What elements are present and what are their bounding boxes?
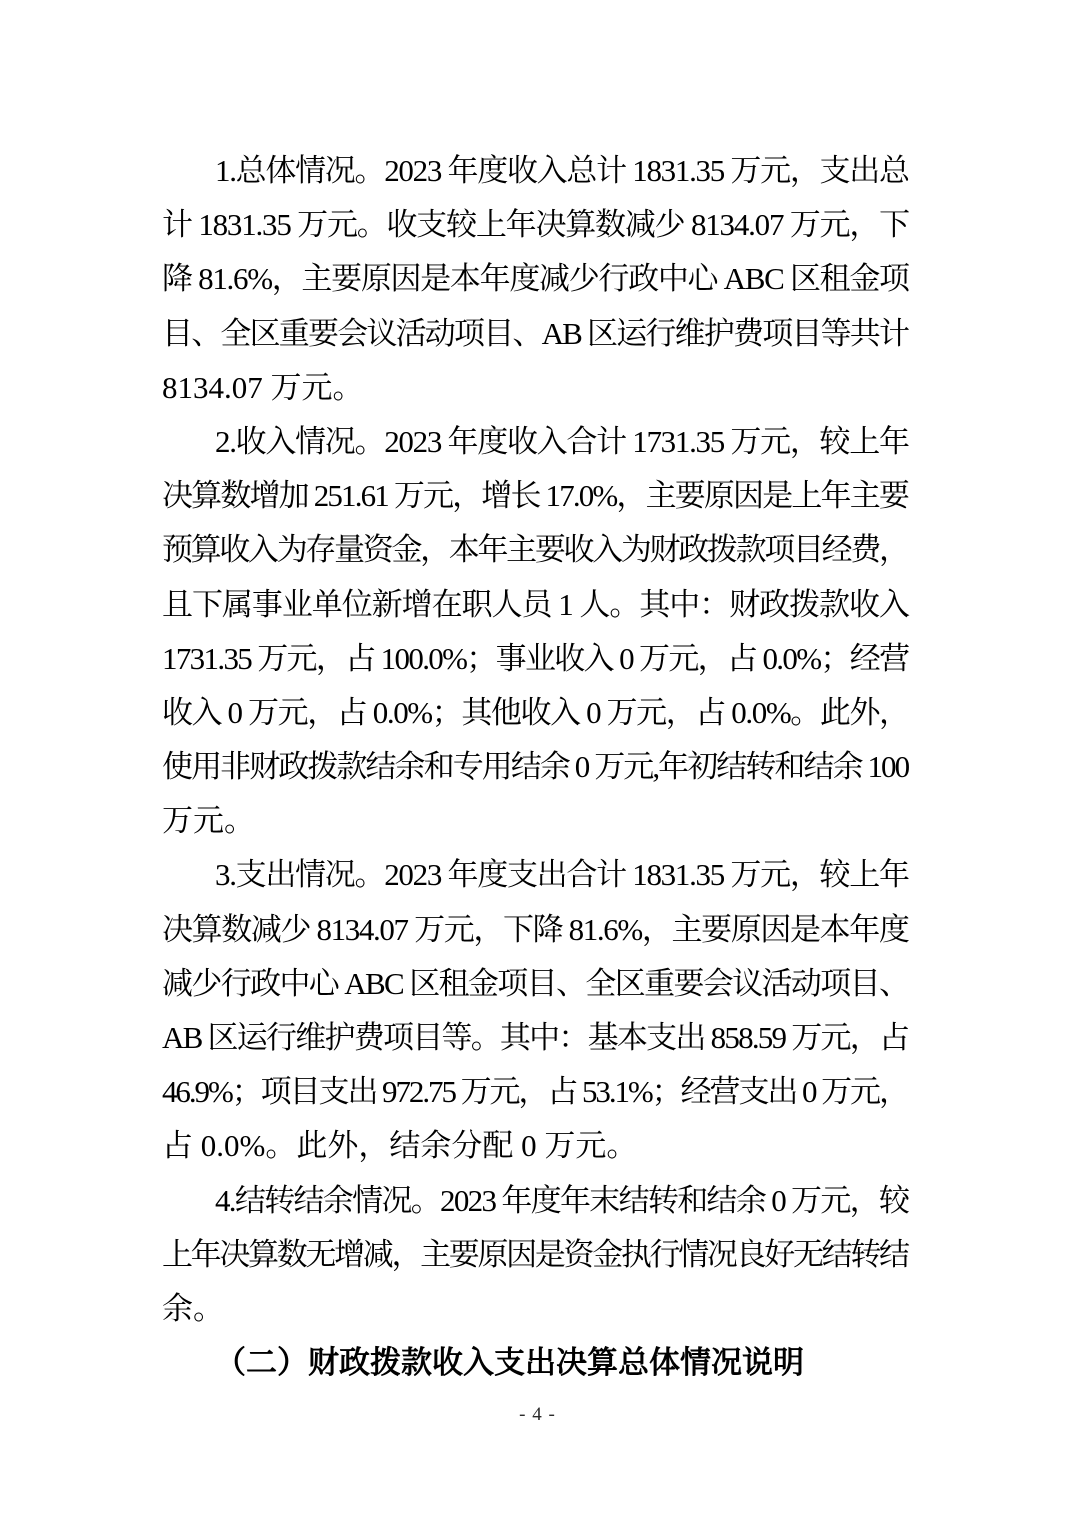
text-line: 使用非财政拨款结余和专用结余 0 万元,年初结转和结余 100 [162, 749, 909, 785]
text-line: 46.9%；项目支出 972.75 万元，占 53.1%；经营支出 0 万元， [162, 1074, 908, 1110]
text-line: 计 1831.35 万元。收支较上年决算数减少 8134.07 万元，下 [162, 207, 909, 243]
text-line: 万元。 [162, 803, 255, 839]
text-line: 上年决算数无增减，主要原因是资金执行情况良好无结转结 [162, 1236, 908, 1272]
text-line: 余。 [162, 1290, 224, 1326]
text-line: 目、全区重要会议活动项目、AB 区运行维护费项目等共计 [162, 315, 909, 351]
section-heading: （二）财政拨款收入支出决算总体情况说明 [215, 1345, 804, 1381]
text-line: 占 0.0%。此外，结余分配 0 万元。 [162, 1128, 638, 1164]
text-line: 4.结转结余情况。2023 年度年末结转和结余 0 万元，较 [215, 1182, 909, 1218]
text-line: 预算收入为存量资金，本年主要收入为财政拨款项目经费， [162, 532, 908, 568]
text-line: 且下属事业单位新增在职人员 1 人。其中：财政拨款收入 [162, 586, 909, 622]
text-line: 3.支出情况。2023 年度支出合计 1831.35 万元，较上年 [215, 857, 909, 893]
page-number: - 4 - [519, 1404, 556, 1425]
document-body [162, 144, 910, 1390]
text-line: 2.收入情况。2023 年度收入合计 1731.35 万元，较上年 [215, 423, 909, 459]
text-line: 决算数减少 8134.07 万元，下降 81.6%，主要原因是本年度 [162, 911, 909, 947]
text-line: AB 区运行维护费项目等。其中：基本支出 858.59 万元，占 [162, 1020, 909, 1055]
text-line: 决算数增加 251.61 万元，增长 17.0%，主要原因是上年主要 [162, 478, 909, 514]
text-line: 收入 0 万元，占 0.0%；其他收入 0 万元，占 0.0%。此外， [162, 694, 909, 730]
text-line: 1731.35 万元，占 100.0%；事业收入 0 万元，占 0.0%；经营 [162, 640, 909, 676]
text-line: 减少行政中心 ABC 区租金项目、全区重要会议活动项目、 [162, 965, 909, 1001]
text-line: 8134.07 万元。 [162, 369, 364, 405]
text-line: 1.总体情况。2023 年度收入总计 1831.35 万元，支出总 [215, 153, 909, 188]
text-line: 降 81.6%，主要原因是本年度减少行政中心 ABC 区租金项 [162, 261, 909, 297]
